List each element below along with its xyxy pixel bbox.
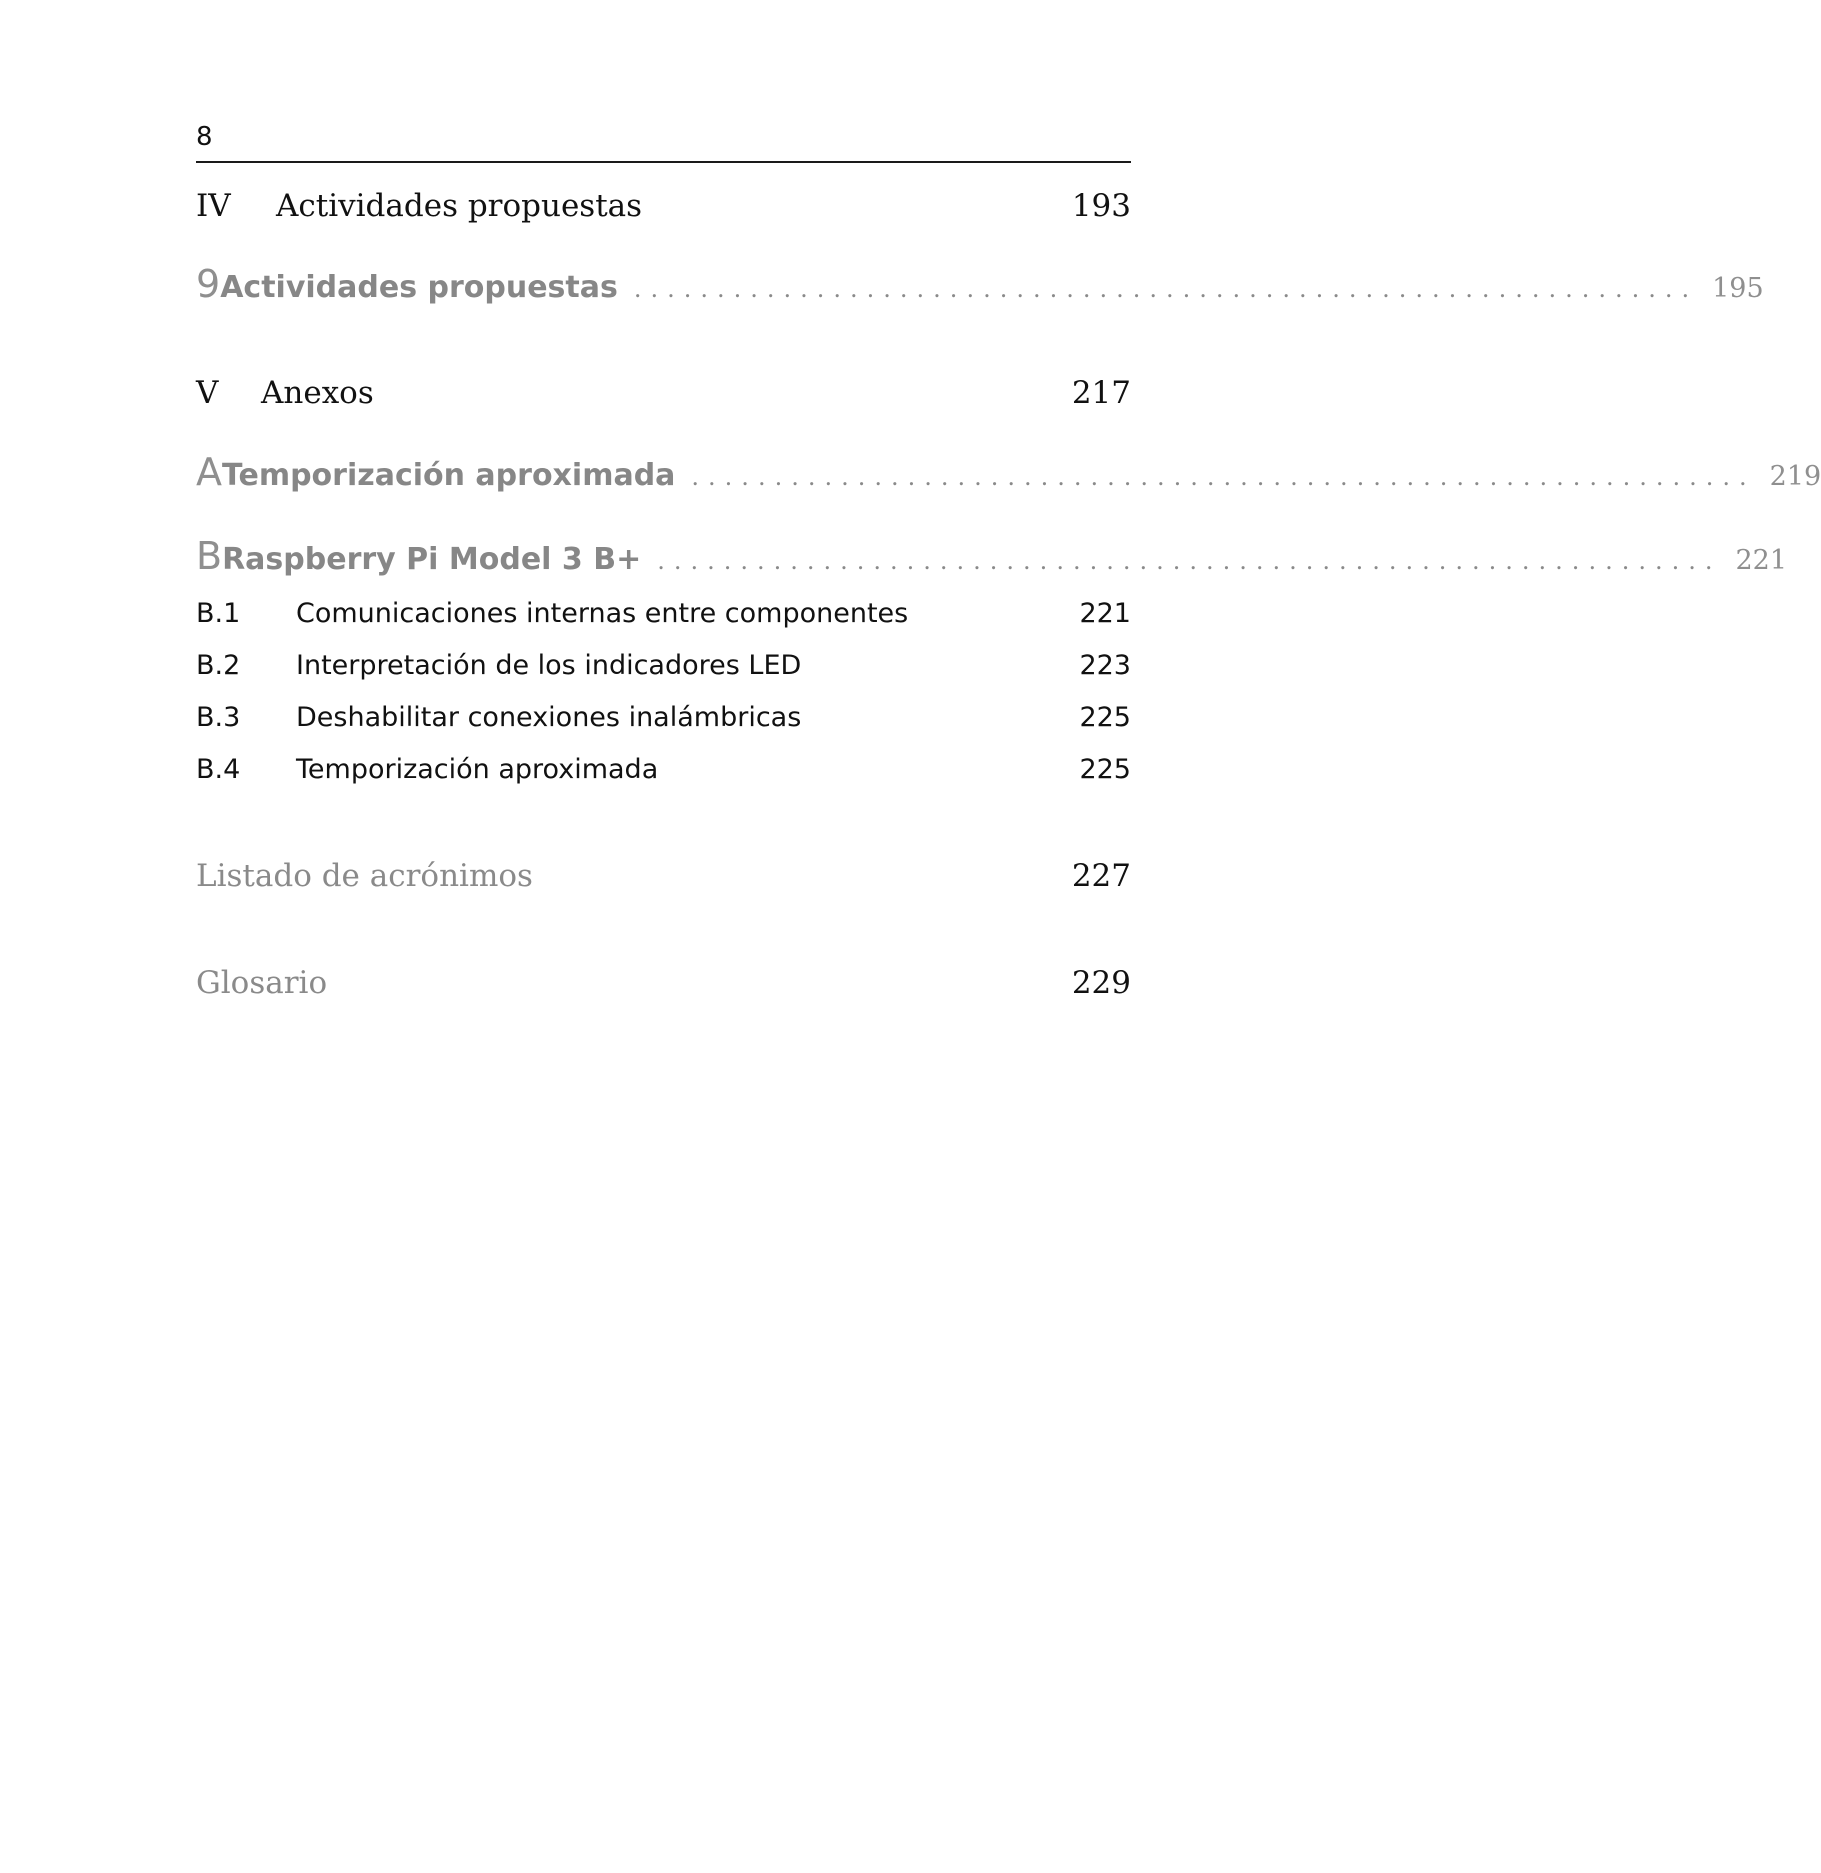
section-number: B.1: [196, 598, 241, 629]
header-rule: [196, 161, 1131, 163]
back-matter-title: Glosario: [196, 965, 328, 1001]
chapter-page: 221: [1735, 545, 1788, 576]
part-page: 217: [1071, 375, 1131, 411]
section-title: Temporización aproximada: [296, 754, 659, 785]
chapter-title: Temporización aproximada: [222, 458, 676, 493]
section-page: 223: [1079, 650, 1131, 681]
section-page: 221: [1079, 598, 1131, 629]
toc-section-b4[interactable]: [196, 754, 1131, 794]
dot-leader: ................................................................: [633, 275, 1699, 303]
toc-chapter-a[interactable]: [196, 450, 1821, 500]
toc-section-b1[interactable]: [196, 598, 1131, 638]
page-number: 8: [196, 122, 213, 152]
toc-acronyms[interactable]: [196, 858, 1131, 902]
chapter-title: Actividades propuestas: [220, 270, 618, 305]
toc-part-iv[interactable]: [196, 188, 1131, 232]
section-page: 225: [1079, 702, 1131, 733]
part-page: 193: [1071, 188, 1131, 224]
section-page: 225: [1079, 754, 1131, 785]
toc-section-b3[interactable]: [196, 702, 1131, 742]
section-title: Comunicaciones internas entre componentes: [296, 598, 909, 629]
chapter-page: 219: [1769, 461, 1821, 492]
part-number: IV: [196, 188, 231, 224]
section-number: B.3: [196, 702, 241, 733]
dot-leader: ................................................................: [691, 463, 1756, 491]
chapter-number: A: [196, 450, 222, 494]
section-number: B.4: [196, 754, 241, 785]
chapter-number: B: [196, 534, 223, 578]
toc-section-b2[interactable]: [196, 650, 1131, 690]
toc-glossary[interactable]: [196, 965, 1131, 1009]
dot-leader: ................................................................: [657, 547, 1722, 575]
chapter-title: Raspberry Pi Model 3 B+: [222, 542, 642, 577]
part-title: Actividades propuestas: [276, 188, 643, 224]
section-number: B.2: [196, 650, 241, 681]
chapter-page: 195: [1712, 273, 1764, 304]
back-matter-title: Listado de acrónimos: [196, 858, 533, 894]
toc-part-v[interactable]: [196, 375, 1131, 419]
back-matter-page: 229: [1071, 965, 1131, 1001]
part-number: V: [196, 375, 219, 411]
back-matter-page: 227: [1071, 858, 1131, 894]
section-title: Interpretación de los indicadores LED: [296, 650, 802, 681]
toc-chapter-9[interactable]: [196, 262, 1764, 312]
chapter-number: 9: [196, 262, 221, 306]
section-title: Deshabilitar conexiones inalámbricas: [296, 702, 802, 733]
toc-chapter-b[interactable]: [196, 534, 1788, 584]
part-title: Anexos: [261, 375, 374, 411]
